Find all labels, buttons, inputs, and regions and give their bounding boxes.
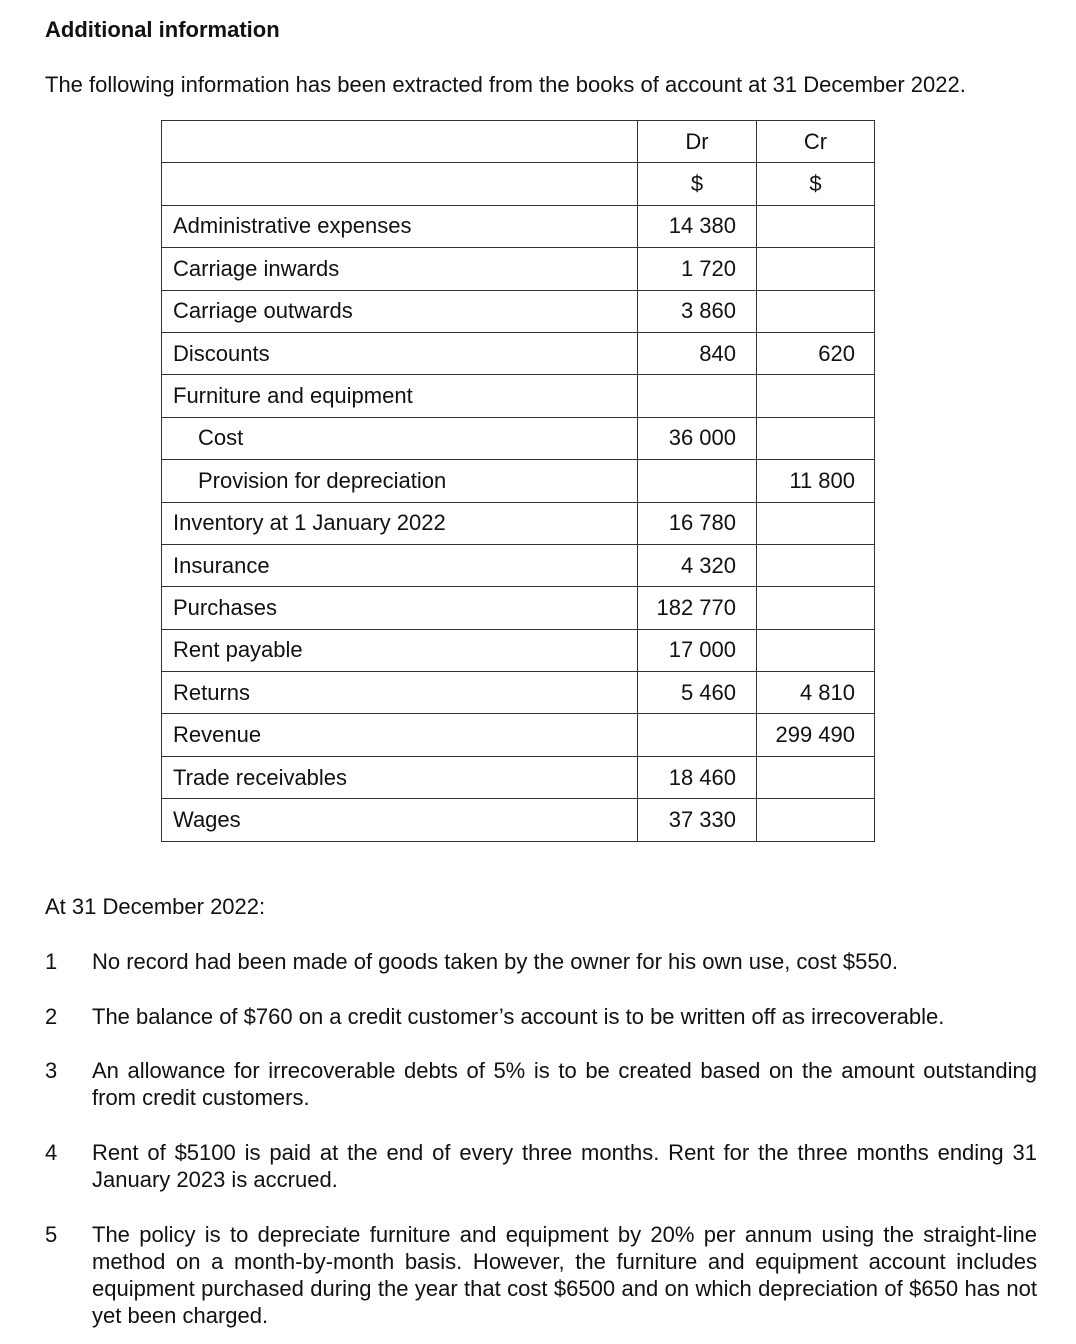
row-cr: 620 (757, 332, 875, 374)
row-dr: 16 780 (638, 502, 757, 544)
table-row (162, 460, 875, 502)
note-text: No record had been made of goods taken by the owner for his own use, cost $550. (92, 949, 898, 974)
row-dr: 182 770 (638, 587, 757, 629)
row-cr: 4 810 (757, 672, 875, 714)
row-cr (757, 756, 875, 798)
row-dr: 36 000 (638, 417, 757, 459)
table-row (162, 587, 875, 629)
row-label: Provision for depreciation (162, 460, 638, 502)
table-row (162, 756, 875, 798)
row-dr: 4 320 (638, 544, 757, 586)
note-number: 4 (45, 1140, 58, 1165)
row-dr: 1 720 (638, 248, 757, 290)
row-cr (757, 502, 875, 544)
table-row (162, 799, 875, 841)
note-text: The policy is to depreciate furniture and equipment by 20% per annum using the straight-line method on a month-by-month basis. However, the furniture and equipment account includes equipment purchased during the year that cost $6500 and on which depreciation of $650 has not yet been charged. (92, 1222, 1037, 1328)
table-row (162, 332, 875, 374)
row-label: Furniture and equipment (162, 375, 638, 417)
row-label: Inventory at 1 January 2022 (162, 502, 638, 544)
row-dr (638, 714, 757, 756)
row-dr: 5 460 (638, 672, 757, 714)
row-label: Cost (162, 417, 638, 459)
table-row (162, 375, 875, 417)
row-label: Wages (162, 799, 638, 841)
note-text: The balance of $760 on a credit customer’s account is to be written off as irrecoverable. (92, 1004, 945, 1029)
row-cr (757, 417, 875, 459)
row-dr: 37 330 (638, 799, 757, 841)
row-label: Rent payable (162, 629, 638, 671)
row-cr (757, 587, 875, 629)
row-cr (757, 290, 875, 332)
currency-blank (162, 163, 638, 205)
row-cr: 299 490 (757, 714, 875, 756)
note-number: 5 (45, 1222, 58, 1247)
row-label: Trade receivables (162, 756, 638, 798)
notes-date-heading: At 31 December 2022: (45, 894, 266, 919)
table-row (162, 672, 875, 714)
row-cr (757, 205, 875, 247)
row-cr (757, 544, 875, 586)
table-row (162, 290, 875, 332)
row-dr: 17 000 (638, 629, 757, 671)
row-cr (757, 375, 875, 417)
table-row (162, 502, 875, 544)
row-dr (638, 375, 757, 417)
table-currency-row (162, 163, 875, 205)
row-label: Revenue (162, 714, 638, 756)
cr-currency: $ (757, 163, 875, 205)
row-cr (757, 248, 875, 290)
table-header-row (162, 121, 875, 163)
table-header-blank (162, 121, 638, 163)
row-dr (638, 460, 757, 502)
table-row (162, 714, 875, 756)
row-label: Administrative expenses (162, 205, 638, 247)
table-row (162, 248, 875, 290)
trial-balance-table (161, 120, 875, 842)
dr-currency: $ (638, 163, 757, 205)
row-label: Purchases (162, 587, 638, 629)
cr-header: Cr (757, 121, 875, 163)
section-heading: Additional information (45, 17, 280, 42)
note-text: Rent of $5100 is paid at the end of every three months. Rent for the three months ending 31 January 2023 is accrued. (92, 1140, 1037, 1192)
row-label: Carriage inwards (162, 248, 638, 290)
table-row (162, 544, 875, 586)
table-row (162, 417, 875, 459)
note-number: 3 (45, 1058, 58, 1083)
note-number: 2 (45, 1004, 58, 1029)
row-label: Returns (162, 672, 638, 714)
row-label: Insurance (162, 544, 638, 586)
row-cr: 11 800 (757, 460, 875, 502)
row-cr (757, 629, 875, 671)
note-text: An allowance for irrecoverable debts of 5% is to be created based on the amount outstanding from credit customers. (92, 1058, 1037, 1110)
row-label: Carriage outwards (162, 290, 638, 332)
row-dr: 3 860 (638, 290, 757, 332)
intro-text: The following information has been extracted from the books of account at 31 December 2022. (45, 72, 966, 97)
row-dr: 18 460 (638, 756, 757, 798)
row-dr: 14 380 (638, 205, 757, 247)
table-row (162, 205, 875, 247)
row-dr: 840 (638, 332, 757, 374)
row-cr (757, 799, 875, 841)
dr-header: Dr (638, 121, 757, 163)
table-row (162, 629, 875, 671)
note-number: 1 (45, 949, 58, 974)
row-label: Discounts (162, 332, 638, 374)
